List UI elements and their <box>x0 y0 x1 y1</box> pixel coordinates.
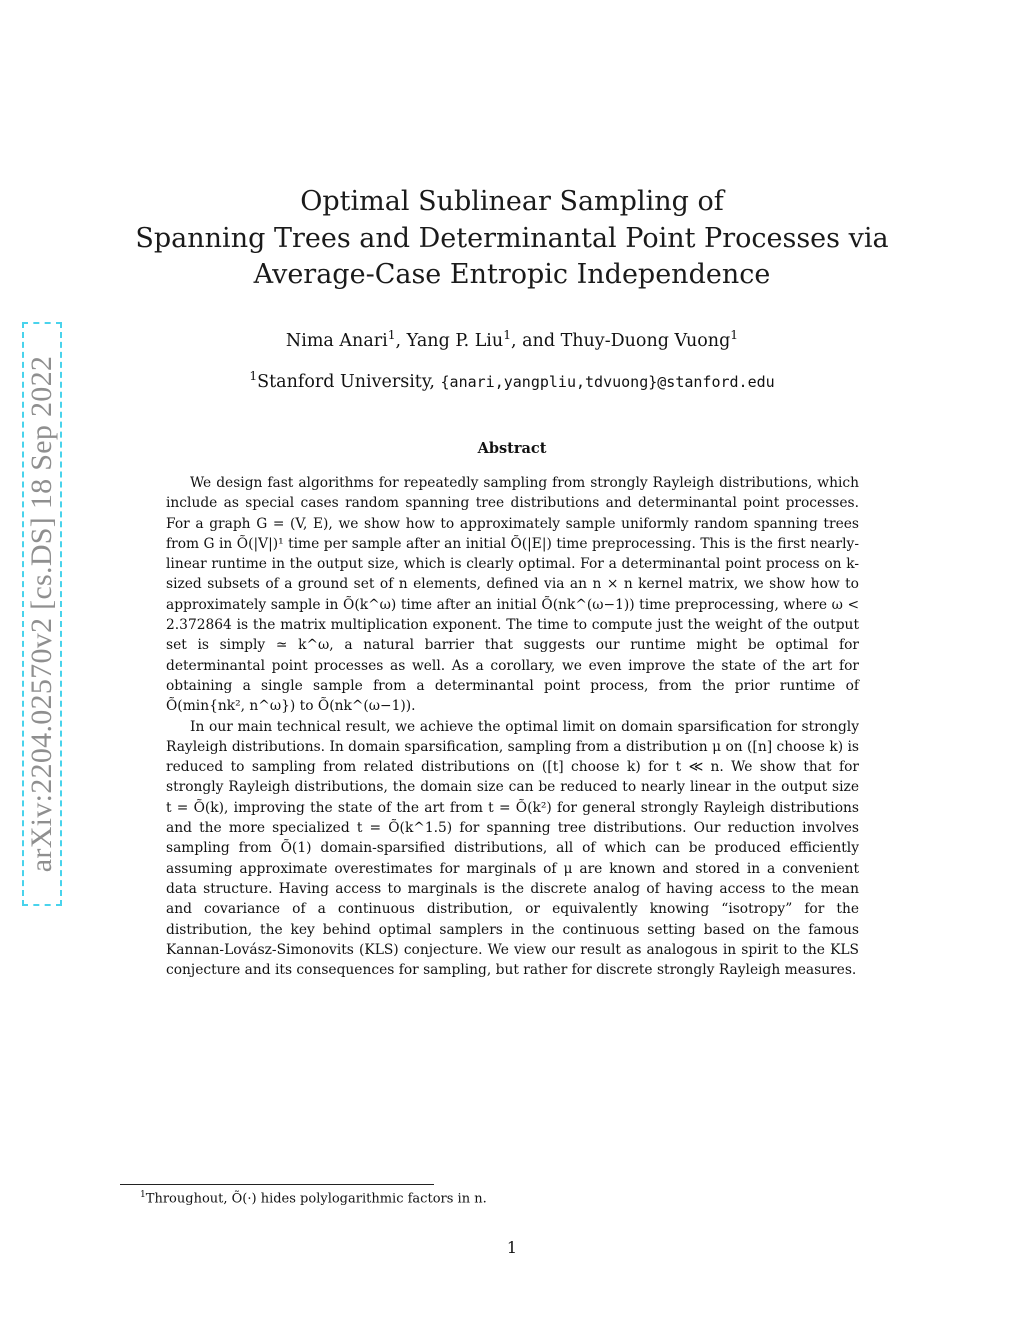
title-line-3: Average-Case Entropic Independence <box>253 259 771 290</box>
author-2-affil-mark: 1 <box>503 328 511 342</box>
page-number: 1 <box>506 1238 518 1257</box>
affiliation-institution: Stanford University, <box>257 371 441 392</box>
author-separator: , <box>395 330 407 351</box>
footnote-rule <box>120 1184 434 1185</box>
affiliation <box>120 369 904 392</box>
abstract-paragraph-2: In our main technical result, we achieve the optimal limit on domain sparsification for strongly Rayleigh distributions. In domain sparsification, sampling from a distribution μ on ([n] choose k) is reduced to sampling from related distributions on ([t] choose k) for t ≪ n. We show that for strongly Rayleigh distributions, the domain size can be reduced to nearly linear in the output size t = Õ(k), improving the state of the art from t = Õ(k²) for general strongly Rayleigh distributions and the more specialized t = Õ(k^1.5) for spanning tree distributions. Our reduction involves sampling from Õ(1) domain-sparsified distributions, all of which can be produced efficiently assuming approximate overestimates for marginals of μ are known and stored in a convenient data structure. Having access to marginals is the discrete analog of having access to the mean and covariance of a continuous distribution, or equivalently knowing “isotropy” for the distribution, the key behind optimal samplers in the continuous setting based on the famous Kannan-Lovász-Simonovits (KLS) conjecture. We view our result as analogous in spirit to the KLS conjecture and its consequences for sampling, but rather for discrete strongly Rayleigh measures. <box>166 718 859 979</box>
author-2: Yang P. Liu <box>406 330 504 351</box>
author-1: Nima Anari <box>285 330 388 351</box>
footnote-text: Throughout, Õ(·) hides polylogarithmic factors in n. <box>145 1191 487 1207</box>
abstract-body <box>166 473 859 980</box>
paper-title <box>120 184 904 294</box>
author-separator: , and <box>510 330 561 351</box>
abstract-paragraph-1: We design fast algorithms for repeatedly sampling from strongly Rayleigh distributions, which include as special cases random spanning tree distributions and determinantal point processes. For a graph G = (V, E), we show how to approximately sample uniformly random spanning trees from G in Õ(|V|)¹ time per sample after an initial Õ(|E|) time preprocessing. This is the first nearly-linear runtime in the output size, which is clearly optimal. For a determinantal point process on k-sized subsets of a ground set of n elements, defined via an n × n kernel matrix, we show how to approximately sample in Õ(k^ω) time after an initial Õ(nk^(ω−1)) time preprocessing, where ω < 2.372864 is the matrix multiplication exponent. The time to compute just the weight of the output set is simply ≃ k^ω, a natural barrier that suggests our runtime might be optimal for determinantal point processes as well. As a corollary, we even improve the state of the art for obtaining a single sample from a determinantal point process, from the prior runtime of Õ(min{nk², n^ω}) to Õ(nk^(ω−1)). <box>166 475 859 715</box>
author-1-affil-mark: 1 <box>387 328 396 342</box>
title-line-2: Spanning Trees and Determinantal Point Processes via <box>135 222 889 254</box>
author-3-affil-mark: 1 <box>730 328 739 342</box>
footnote-mark: 1 <box>140 1190 146 1200</box>
author-emails: {anari,yangpliu,tdvuong}@stanford.edu <box>440 372 775 391</box>
title-line-1: Optimal Sublinear Sampling of <box>300 186 724 217</box>
author-3: Thuy-Duong Vuong <box>560 330 731 351</box>
affiliation-mark: 1 <box>249 369 258 383</box>
abstract-heading: Abstract <box>477 440 547 457</box>
author-list <box>120 328 904 351</box>
footnote <box>140 1190 487 1206</box>
arxiv-stamp <box>22 322 62 906</box>
arxiv-stamp-text: arXiv:2204.02570v2 [cs.DS] 18 Sep 2022 <box>25 355 58 873</box>
